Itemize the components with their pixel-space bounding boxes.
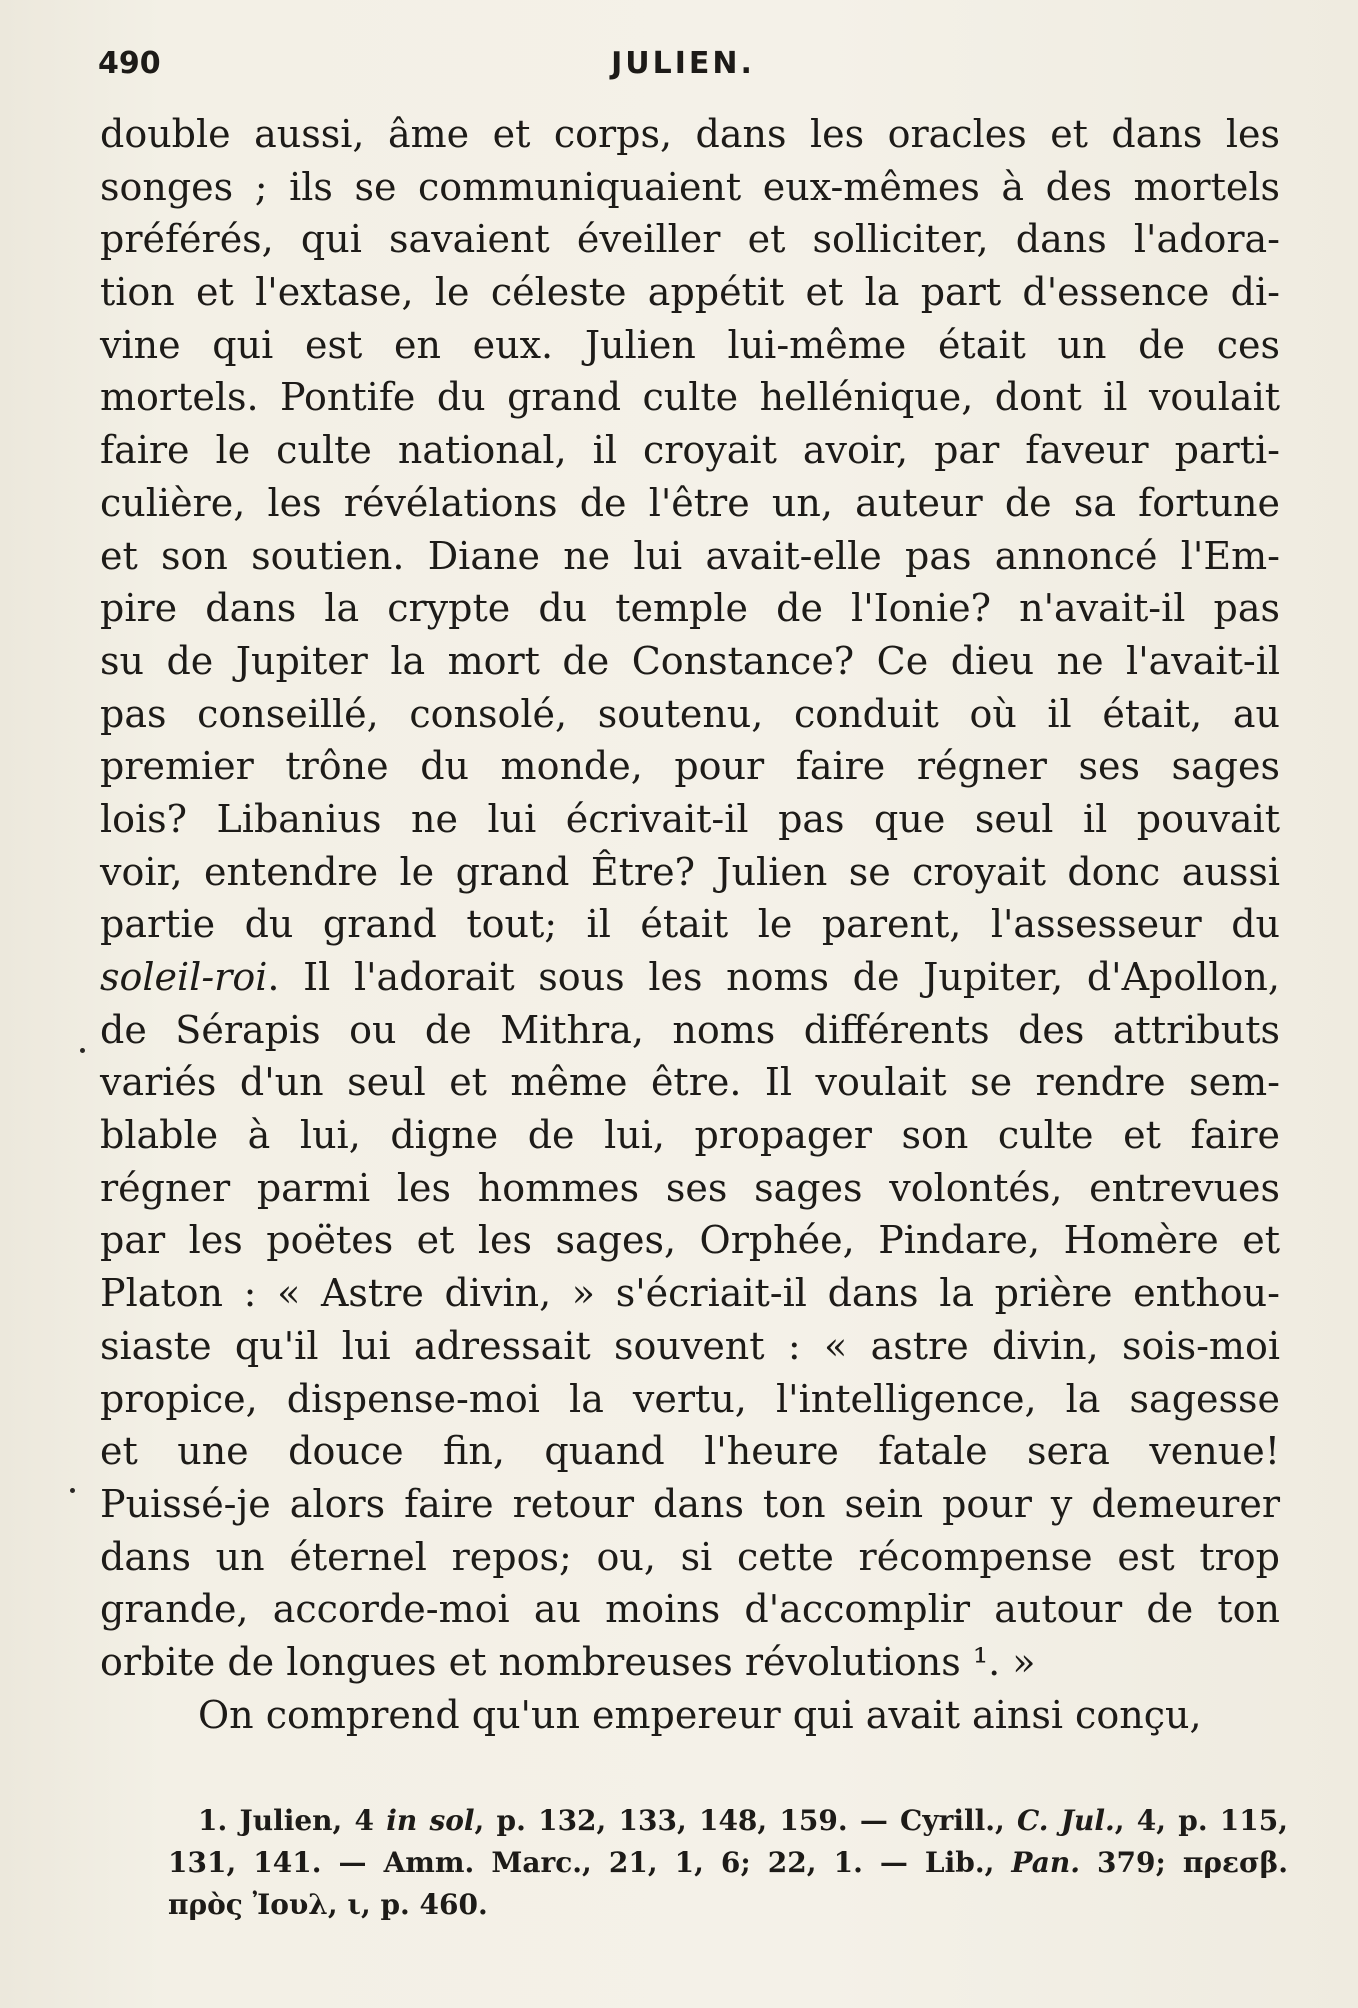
text-line: partie du grand tout; il était le parent, l'assesseur du bbox=[100, 902, 1280, 947]
footnote-fragment: 379; πρεσβ. bbox=[1079, 1846, 1288, 1879]
page-header bbox=[98, 46, 1268, 96]
footnote-fragment: , 4, p. 115, bbox=[1114, 1804, 1289, 1837]
footnote-fragment: 1. Julien, 4 bbox=[198, 1804, 387, 1837]
text-line: Puissé-je alors faire retour dans ton sein pour y demeurer bbox=[100, 1481, 1280, 1526]
text-line bbox=[100, 951, 1280, 1004]
text-line: régner parmi les hommes ses sages volontés, entrevues bbox=[100, 1165, 1280, 1210]
footnote-italic: C. Jul. bbox=[1017, 1804, 1115, 1837]
footnote-line bbox=[168, 1842, 1288, 1884]
text-line: et son soutien. Diane ne lui avait-elle pas annoncé l'Em- bbox=[100, 533, 1280, 578]
italic-term: soleil-roi bbox=[100, 955, 268, 999]
text-line: lois? Libanius ne lui écrivait-il pas que seul il pouvait bbox=[100, 796, 1280, 841]
text-line: faire le culte national, il croyait avoir, par faveur parti- bbox=[100, 428, 1280, 473]
text-line: pas conseillé, consolé, soutenu, conduit où il était, au bbox=[100, 691, 1280, 736]
text-line: et une douce fin, quand l'heure fatale sera venue! bbox=[100, 1429, 1280, 1474]
footnote-line: πρὸς Ἰουλ, ι, p. 460. bbox=[168, 1888, 488, 1921]
text-line: voir, entendre le grand Être? Julien se croyait donc aussi bbox=[100, 849, 1280, 894]
text-line: orbite de longues et nombreuses révolutions ¹. » bbox=[100, 1639, 1036, 1684]
text-line: par les poëtes et les sages, Orphée, Pindare, Homère et bbox=[100, 1218, 1280, 1263]
footnote-italic: Pan. bbox=[1011, 1846, 1080, 1879]
text-line: double aussi, âme et corps, dans les oracles et dans les bbox=[100, 112, 1280, 156]
running-title: JULIEN. bbox=[611, 46, 755, 81]
footnote-line bbox=[168, 1800, 1288, 1842]
text-line: vine qui est en eux. Julien lui-même était un de ces bbox=[100, 322, 1280, 367]
text-line: variés d'un seul et même être. Il voulait se rendre sem- bbox=[100, 1060, 1280, 1105]
text-line: mortels. Pontife du grand culte hellénique, dont il voulait bbox=[100, 375, 1280, 420]
text-line: On comprend qu'un empereur qui avait ainsi conçu, bbox=[198, 1692, 1202, 1737]
footnote-fragment: , p. 132, 133, 148, 159. — Cyrill., bbox=[474, 1804, 1018, 1837]
text-line: blable à lui, digne de lui, propager son culte et faire bbox=[100, 1113, 1280, 1158]
text-line: dans un éternel repos; ou, si cette récompense est trop bbox=[100, 1534, 1280, 1579]
text-line: préférés, qui savaient éveiller et solliciter, dans l'adora- bbox=[100, 217, 1280, 262]
margin-speck bbox=[70, 1488, 75, 1493]
text-fragment: . Il l'adorait sous les noms de Jupiter, d'Apollon, bbox=[267, 955, 1280, 999]
text-line: su de Jupiter la mort de Constance? Ce dieu ne l'avait-il bbox=[100, 638, 1280, 683]
margin-speck bbox=[80, 1048, 85, 1053]
text-line: de Sérapis ou de Mithra, noms différents des attributs bbox=[100, 1007, 1280, 1052]
text-line: grande, accorde-moi au moins d'accomplir autour de ton bbox=[100, 1587, 1280, 1632]
text-line: culière, les révélations de l'être un, auteur de sa fortune bbox=[100, 480, 1280, 525]
page-number: 490 bbox=[98, 46, 161, 81]
text-line: songes ; ils se communiquaient eux-mêmes à des mortels bbox=[100, 164, 1280, 209]
main-text bbox=[100, 108, 1280, 1741]
text-line: Platon : « Astre divin, » s'écriait-il dans la prière enthou- bbox=[100, 1271, 1280, 1316]
footnote-fragment: 131, 141. — Amm. Marc., 21, 1, 6; 22, 1. — Lib., bbox=[168, 1846, 1012, 1879]
footnotes bbox=[168, 1800, 1288, 1926]
text-line: pire dans la crypte du temple de l'Ionie? n'avait-il pas bbox=[100, 586, 1280, 631]
text-line: tion et l'extase, le céleste appétit et la part d'essence di- bbox=[100, 270, 1280, 315]
text-line: propice, dispense-moi la vertu, l'intelligence, la sagesse bbox=[100, 1376, 1280, 1421]
text-line: premier trône du monde, pour faire régner ses sages bbox=[100, 744, 1280, 789]
footnote-italic: in sol bbox=[386, 1804, 475, 1837]
text-line: siaste qu'il lui adressait souvent : « astre divin, sois-moi bbox=[100, 1323, 1280, 1368]
